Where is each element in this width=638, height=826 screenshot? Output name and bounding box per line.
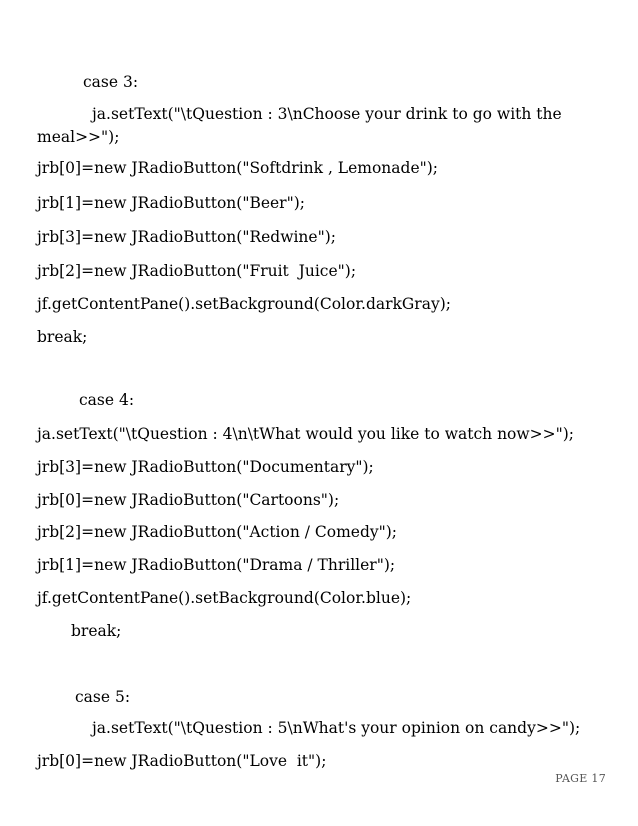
code-line-settext-q5: ja.setText("\tQuestion : 5\nWhat's your opinion on candy>>"); <box>92 719 581 737</box>
code-line: jrb[3]=new JRadioButton("Redwine"); <box>37 228 336 246</box>
page-number: PAGE 17 <box>555 772 606 785</box>
code-line: jrb[0]=new JRadioButton("Softdrink , Lemonade"); <box>37 159 439 177</box>
code-line: jrb[0]=new JRadioButton("Cartoons"); <box>37 491 340 509</box>
code-line-break: break; <box>71 622 122 640</box>
code-line-break: break; <box>37 328 88 346</box>
code-line: jrb[0]=new JRadioButton("Love it"); <box>37 752 327 770</box>
code-line: jrb[3]=new JRadioButton("Documentary"); <box>37 458 374 476</box>
code-line-settext-q4: ja.setText("\tQuestion : 4\n\tWhat would you like to watch now>>"); <box>37 425 575 443</box>
code-line-case-3: case 3: <box>83 73 139 91</box>
code-line: jrb[1]=new JRadioButton("Beer"); <box>37 194 305 212</box>
code-line-case-4: case 4: <box>79 391 135 409</box>
code-line-settext-q3-cont: meal>>"); <box>37 128 120 146</box>
code-line: jrb[1]=new JRadioButton("Drama / Thriller"); <box>37 556 396 574</box>
code-line-case-5: case 5: <box>75 688 131 706</box>
code-line-settext-q3: ja.setText("\tQuestion : 3\nChoose your drink to go with the <box>92 105 562 123</box>
code-line: jf.getContentPane().setBackground(Color.darkGray); <box>37 295 451 313</box>
code-line: jf.getContentPane().setBackground(Color.blue); <box>37 589 412 607</box>
code-line: jrb[2]=new JRadioButton("Fruit Juice"); <box>37 262 357 280</box>
code-line: jrb[2]=new JRadioButton("Action / Comedy"); <box>37 523 398 541</box>
